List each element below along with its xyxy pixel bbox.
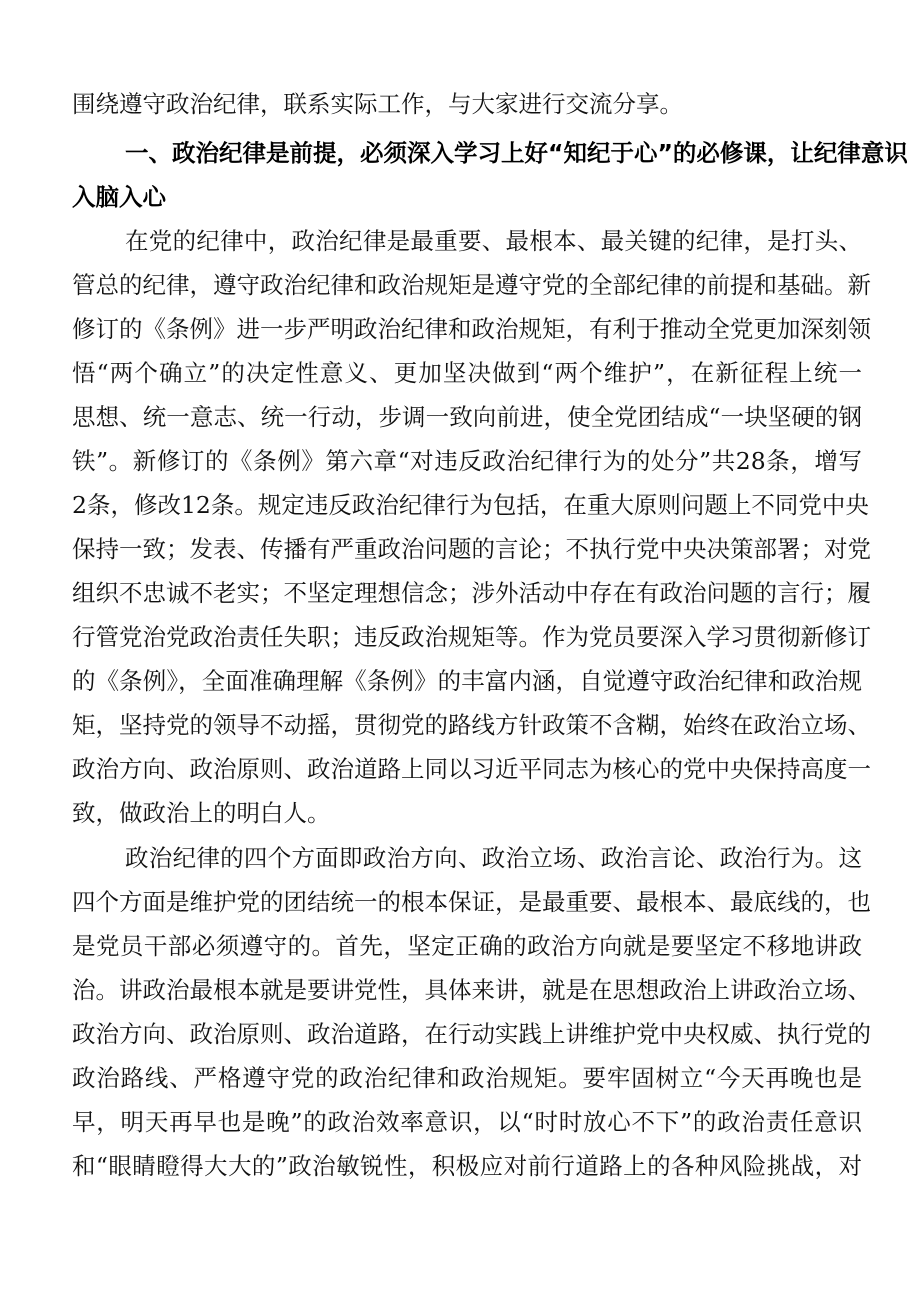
paragraph-line: 的《条例》，全面准确理解《条例》的丰富内涵，自觉遵守政治纪律和政治规 — [72, 667, 862, 695]
paragraph-line: 行管党治党政治责任失职；违反政治规矩等。作为党员要深入学习贯彻新修订 — [72, 623, 871, 651]
paragraph-line: 政治方向、政治原则、政治道路上同以习近平同志为核心的党中央保持高度一 — [72, 755, 871, 783]
paragraph-line: 政治方向、政治原则、政治道路，在行动实践上讲维护党中央权威、执行党的 — [72, 1020, 871, 1048]
paragraph-line: 思想、统一意志、统一行动，步调一致向前进，使全党团结成“一块坚硬的钢 — [72, 403, 862, 431]
paragraph-line: 组织不忠诚不老实；不坚定理想信念；涉外活动中存在有政治问题的言行；履 — [72, 579, 871, 607]
paragraph-line: 政治纪律的四个方面即政治方向、政治立场、政治言论、政治行为。这 — [125, 844, 862, 872]
paragraph-line: 管总的纪律，遵守政治纪律和政治规矩是遵守党的全部纪律的前提和基础。新 — [72, 271, 871, 299]
paragraph-line: 政治路线、严格遵守党的政治纪律和政治规矩。要牢固树立“今天再晚也是 — [72, 1064, 862, 1092]
paragraph-line: 保持一致；发表、传播有严重政治问题的言论；不执行党中央决策部署；对党 — [72, 535, 871, 563]
paragraph-line: 铁”。新修订的《条例》第六章“对违反政治纪律行为的处分”共28条，增写 — [72, 447, 862, 475]
section-heading-line: 一、政治纪律是前提，必须深入学习上好“知纪于心”的必修课，让纪律意识 — [125, 139, 908, 167]
paragraph-line: 是党员干部必须遵守的。首先，坚定正确的政治方向就是要坚定不移地讲政 — [72, 932, 862, 960]
intro-line: 围绕遵守政治纪律，联系实际工作，与大家进行交流分享。 — [72, 90, 683, 118]
paragraph-line: 矩，坚持党的领导不动摇，贯彻党的路线方针政策不含糊，始终在政治立场、 — [72, 711, 871, 739]
paragraph-line: 在党的纪律中，政治纪律是最重要、最根本、最关键的纪律，是打头、 — [125, 227, 862, 255]
paragraph-line: 治。讲政治最根本就是要讲党性，具体来讲，就是在思想政治上讲政治立场、 — [72, 976, 871, 1004]
paragraph-line: 悟“两个确立”的决定性意义、更加坚决做到“两个维护”，在新征程上统一 — [72, 359, 862, 387]
paragraph-line: 2条，修改12条。规定违反政治纪律行为包括，在重大原则问题上不同党中央 — [72, 491, 869, 519]
section-heading-line: 入脑入心 — [72, 183, 166, 211]
paragraph-line: 致，做政治上的明白人。 — [72, 799, 331, 827]
paragraph-line: 修订的《条例》进一步严明政治纪律和政治规矩，有利于推动全党更加深刻领 — [72, 315, 871, 343]
paragraph-line: 和“眼睛瞪得大大的”政治敏锐性，积极应对前行道路上的各种风险挑战，对 — [72, 1152, 862, 1180]
paragraph-line: 四个方面是维护党的团结统一的根本保证，是最重要、最根本、最底线的，也 — [72, 888, 871, 916]
paragraph-line: 早，明天再早也是晚”的政治效率意识，以“时时放心不下”的政治责任意识 — [72, 1108, 862, 1136]
